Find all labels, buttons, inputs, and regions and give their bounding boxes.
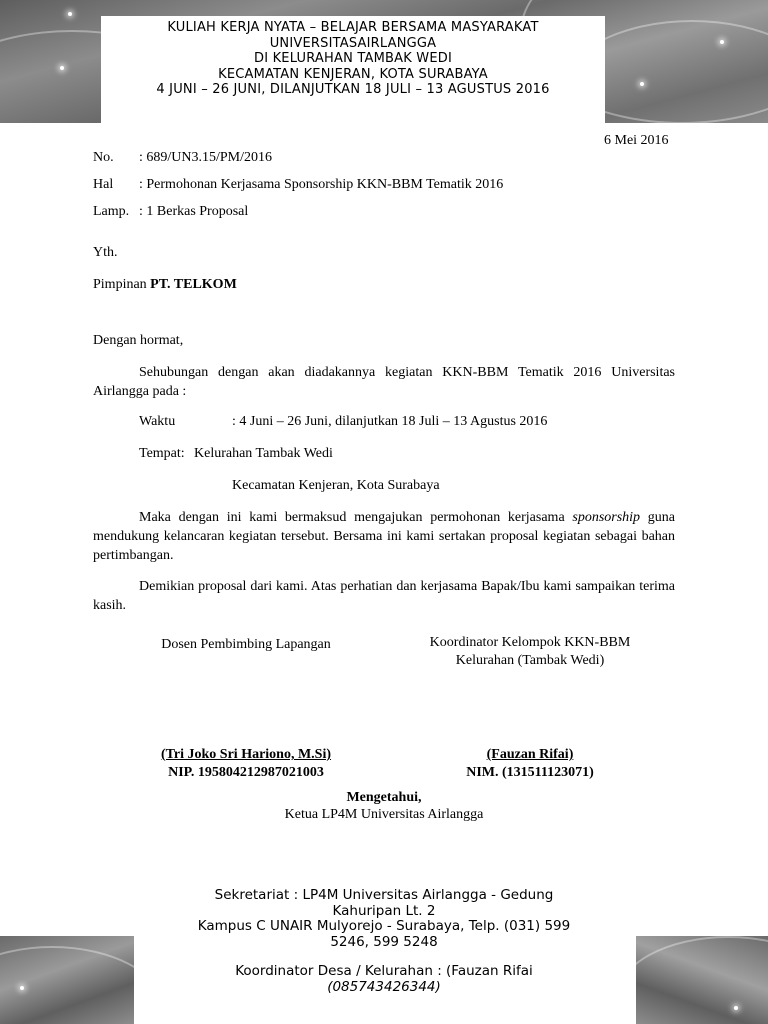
letter-date: 6 Mei 2016 [604,133,669,148]
recipient-name: PT. TELKOM [150,277,237,292]
subject-value: : Permohonan Kerjasama Sponsorship KKN-BBM Tematik 2016 [139,177,504,192]
time-value: : 4 Juni – 26 Juni, dilanjutkan 18 Juli – 13 Agustus 2016 [232,414,548,429]
letterhead-line-5: 4 JUNI – 26 JUNI, DILANJUTKAN 18 JULI – 13 AGUSTUS 2016 [156,82,550,97]
place-value-1: Kelurahan Tambak Wedi [194,446,333,461]
paragraph-request-part-1: Maka dengan ini kami bermaksud mengajukan permohonan kerjasama [139,510,573,525]
letterhead-line-3: DI KELURAHAN TAMBAK WEDI [254,51,452,66]
acknowledge-label: Mengetahui, [346,790,422,805]
right-signer-name: (Fauzan Rifai) [486,747,574,762]
footer-spacer [150,950,618,964]
footer-line-3: Kampus C UNAIR Mulyorejo - Surabaya, Telp. (031) 599 [197,918,571,934]
right-signer-title-2: Kelurahan (Tambak Wedi) [455,653,605,668]
left-signer-name: (Tri Joko Sri Hariono, M.Si) [160,747,332,762]
footer-background-left [0,936,134,1024]
number-value: : 689/UN3.15/PM/2016 [139,150,273,165]
letterhead-line-1: KULIAH KERJA NYATA – BELAJAR BERSAMA MASYARAKAT [167,20,539,35]
letterhead-line-2: UNIVERSITASAIRLANGGA [269,35,437,51]
footer-background-right [636,936,768,1024]
right-signer-title-1: Koordinator Kelompok KKN-BBM [429,635,631,650]
paragraph-closing: Demikian proposal dari kami. Atas perhatian dan kerjasama Bapak/Ibu kami sampaikan terima kasih. [93,579,675,613]
footer-line-2: Kahuripan Lt. 2 [332,902,436,919]
paragraph-request [93,508,675,565]
footer-line-1: Sekretariat : LP4M Universitas Airlangga - Gedung [214,887,554,903]
paragraph-intro: Sehubungan dengan akan diadakannya kegiatan KKN-BBM Tematik 2016 Universitas Airlangga pada : [93,365,675,399]
paragraph-request-part-2: guna mendukung kelancaran kegiatan tersebut. Bersama ini kami sertakan proposal kegiatan sebagai bahan pertimbangan. [93,510,675,563]
subject-label: Hal [93,177,114,192]
left-signer-title: Dosen Pembimbing Lapangan [161,637,331,652]
paragraph-request-italic: sponsorship [572,510,641,525]
recipient-prefix: Pimpinan [93,277,151,292]
footer-line-4: 5246, 599 5248 [330,933,438,950]
attachment-value: : 1 Berkas Proposal [139,204,249,219]
attachment-label: Lamp. [93,204,130,219]
footer-line-6: (085743426344) [327,978,441,995]
acknowledge-title: Ketua LP4M Universitas Airlangga [284,807,484,822]
number-label: No. [93,150,114,165]
salutation-yth: Yth. [93,245,118,260]
time-label: Waktu [139,414,176,429]
left-signer-id: NIP. 195804212987021003 [168,765,324,780]
recipient [93,277,237,293]
right-signer-id: NIM. (131511123071) [466,765,594,780]
footer-contact [150,888,618,995]
greeting: Dengan hormat, [93,333,184,348]
place-label: Tempat: [139,446,185,461]
footer-line-5: Koordinator Desa / Kelurahan : (Fauzan Rifai [235,963,533,979]
letterhead-line-4: KECAMATAN KENJERAN, KOTA SURABAYA [218,66,488,82]
place-value-2: Kecamatan Kenjeran, Kota Surabaya [232,478,440,493]
letterhead [101,16,605,123]
